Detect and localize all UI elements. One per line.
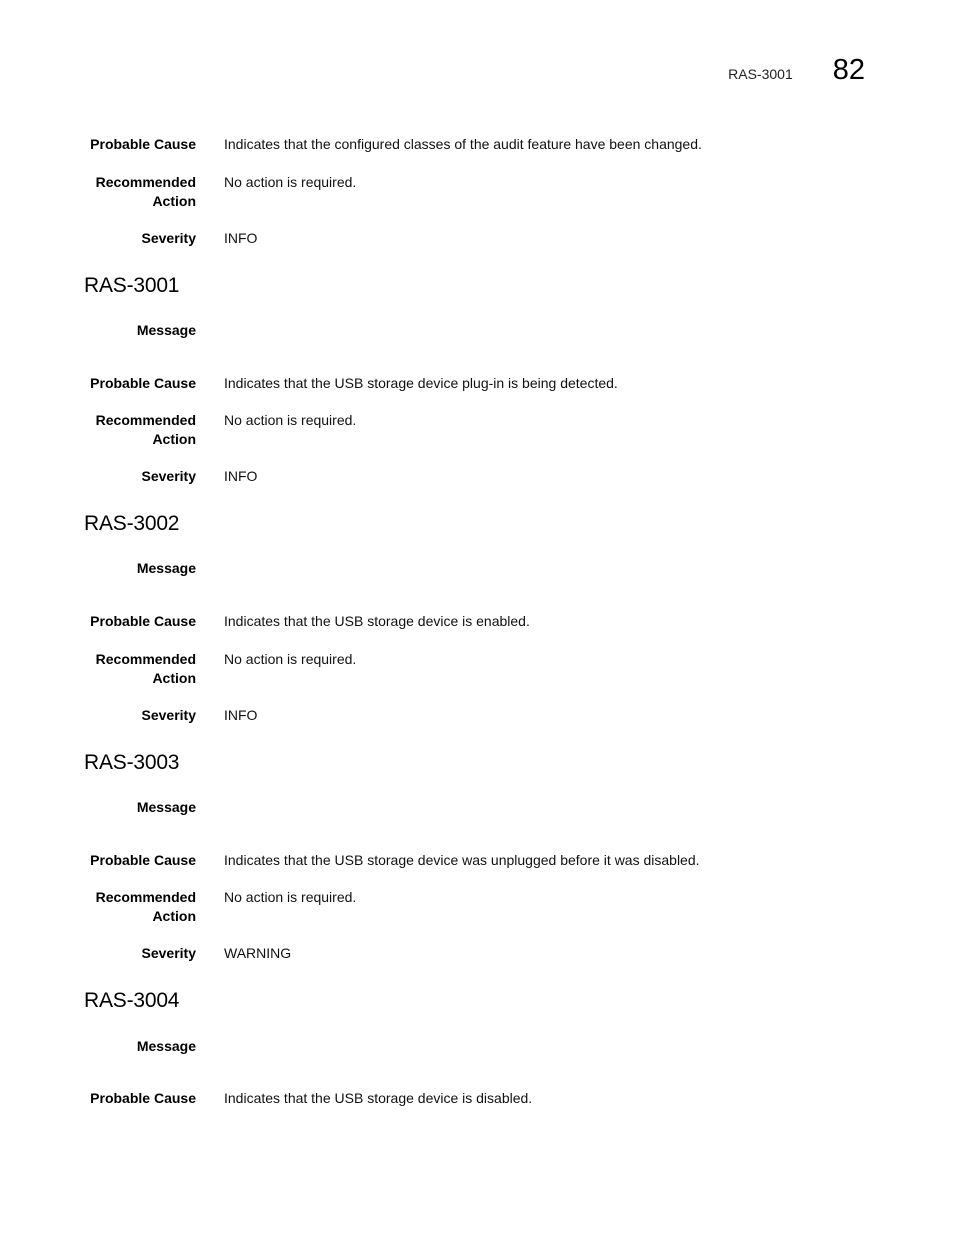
- recommended-action-value: No action is required.: [224, 412, 357, 428]
- section-title: RAS-3003: [84, 751, 180, 774]
- recommended-action-value: No action is required.: [224, 889, 357, 905]
- severity-value: INFO: [224, 707, 258, 723]
- message-label: Message: [136, 322, 196, 338]
- recommended-action-label: Recommended Action: [95, 651, 196, 686]
- probable-cause-value: Indicates that the USB storage device is enabled.: [224, 613, 530, 629]
- severity-value: WARNING: [224, 945, 292, 961]
- message-label: Message: [136, 799, 196, 815]
- page-header: [728, 54, 865, 87]
- severity-label: Severity: [141, 230, 196, 246]
- chapter-number: 82: [832, 54, 865, 86]
- probable-cause-label: Probable Cause: [90, 375, 196, 391]
- severity-label: Severity: [141, 945, 196, 961]
- recommended-action-value: No action is required.: [224, 174, 357, 190]
- probable-cause-label: Probable Cause: [90, 852, 196, 868]
- message-label: Message: [136, 560, 196, 576]
- recommended-action-label: Recommended Action: [95, 174, 196, 209]
- message-label: Message: [136, 1038, 196, 1054]
- probable-cause-label: Probable Cause: [90, 136, 196, 152]
- section-title: RAS-3004: [84, 989, 180, 1012]
- severity-label: Severity: [141, 707, 196, 723]
- severity-value: INFO: [224, 468, 258, 484]
- probable-cause-label: Probable Cause: [90, 1090, 196, 1106]
- section-title: RAS-3001: [84, 274, 180, 297]
- severity-value: INFO: [224, 230, 258, 246]
- running-head: RAS-3001: [728, 66, 793, 82]
- probable-cause-value: Indicates that the USB storage device was unplugged before it was disabled.: [224, 852, 700, 868]
- probable-cause-value: Indicates that the USB storage device plug-in is being detected.: [224, 375, 618, 391]
- severity-label: Severity: [141, 468, 196, 484]
- recommended-action-value: No action is required.: [224, 651, 357, 667]
- section-title: RAS-3002: [84, 512, 180, 535]
- probable-cause-value: Indicates that the USB storage device is disabled.: [224, 1090, 533, 1106]
- probable-cause-label: Probable Cause: [90, 613, 196, 629]
- probable-cause-value: Indicates that the configured classes of the audit feature have been changed.: [224, 136, 702, 152]
- recommended-action-label: Recommended Action: [95, 412, 196, 447]
- recommended-action-label: Recommended Action: [95, 889, 196, 924]
